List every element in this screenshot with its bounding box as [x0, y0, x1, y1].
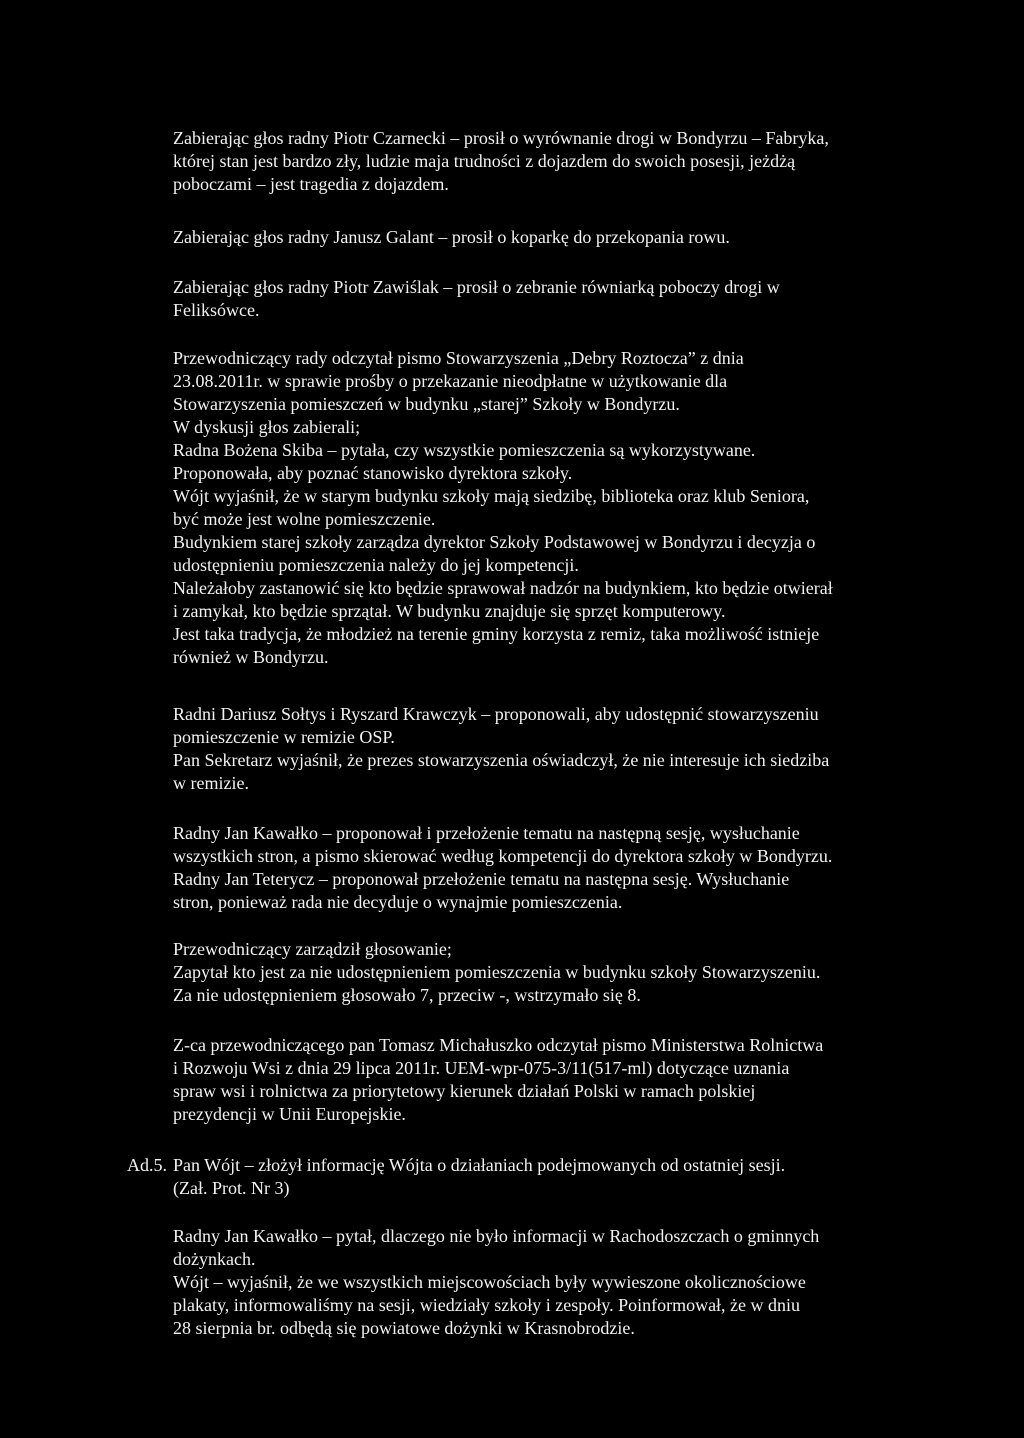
text-line: stron, ponieważ rada nie decyduje o wynajmie pomieszczenia.	[173, 892, 623, 912]
text-line: Pan Wójt – złożył informację Wójta o działaniach podejmowanych od ostatniej sesji.	[173, 1155, 786, 1175]
text-line: poboczami – jest tragedia z dojazdem.	[173, 174, 449, 194]
text-line: Zabierając głos radny Piotr Zawiślak – prosił o zebranie równiarką poboczy drogi w	[173, 277, 780, 297]
text-line: Radny Jan Kawałko – proponował i przełożenie tematu na następną sesję, wysłuchanie	[173, 823, 800, 843]
text-line: plakaty, informowaliśmy na sesji, wiedziały szkoły i zespoły. Poinformował, że w dniu	[173, 1295, 801, 1315]
text-line: Przewodniczący rady odczytał pismo Stowarzyszenia „Debry Roztocza” z dnia	[173, 348, 744, 368]
text-line: udostępnieniu pomieszczenia należy do jej kompetencji.	[173, 555, 579, 575]
text-line: Za nie udostępnieniem głosowało 7, przeciw -, wstrzymało się 8.	[173, 985, 641, 1005]
paragraph-soltys-krawczyk	[173, 703, 913, 795]
text-line: prezydencji w Unii Europejskie.	[173, 1104, 406, 1124]
text-line: W dyskusji głos zabierali;	[173, 417, 361, 437]
text-line: Proponowała, aby poznać stanowisko dyrektora szkoły.	[173, 463, 573, 483]
text-line: dożynkach.	[173, 1249, 256, 1269]
text-line: być może jest wolne pomieszczenie.	[173, 509, 436, 529]
text-line: Należałoby zastanowić się kto będzie sprawował nadzór na budynkiem, kto będzie otwierał	[173, 578, 833, 598]
text-line: Zabierając głos radny Janusz Galant – prosił o koparkę do przekopania rowu.	[173, 227, 730, 247]
paragraph-michaluszko	[173, 1034, 913, 1126]
text-line: i zamykał, kto będzie sprzątał. W budynku znajduje się sprzęt komputerowy.	[173, 601, 726, 621]
text-line: i Rozwoju Wsi z dnia 29 lipca 2011r. UEM-wpr-075-3/11(517-ml) dotyczące uznania	[173, 1058, 790, 1078]
text-line: Radna Bożena Skiba – pytała, czy wszystkie pomieszczenia są wykorzystywane.	[173, 440, 756, 460]
paragraph-debry-roztocza	[173, 347, 913, 669]
paragraph-galant	[173, 226, 913, 249]
paragraph-ad5	[173, 1154, 913, 1200]
text-line: 28 sierpnia br. odbędą się powiatowe dożynki w Krasnobrodzie.	[173, 1318, 635, 1338]
text-line: Z-ca przewodniczącego pan Tomasz Michałuszko odczytał pismo Ministerstwa Rolnictwa	[173, 1035, 824, 1055]
paragraph-czarnecki	[173, 127, 913, 196]
paragraph-zawislak	[173, 276, 913, 322]
text-line: Zapytał kto jest za nie udostępnieniem pomieszczenia w budynku szkoły Stowarzyszeniu.	[173, 962, 821, 982]
text-line: Wójt wyjaśnił, że w starym budynku szkoły mają siedzibę, biblioteka oraz klub Seniora,	[173, 486, 810, 506]
text-line: Pan Sekretarz wyjaśnił, że prezes stowarzyszenia oświadczył, że nie interesuje ich siedziba	[173, 750, 830, 770]
text-line: Budynkiem starej szkoły zarządza dyrektor Szkoły Podstawowej w Bondyrzu i decyzja o	[173, 532, 816, 552]
text-line: Przewodniczący zarządził głosowanie;	[173, 939, 452, 959]
paragraph-kawalko-teterycz	[173, 822, 913, 914]
text-line: Feliksówce.	[173, 300, 260, 320]
text-line: (Zał. Prot. Nr 3)	[173, 1178, 290, 1198]
text-line: Zabierając głos radny Piotr Czarnecki – prosił o wyrównanie drogi w Bondyrzu – Fabryka,	[173, 128, 829, 148]
paragraph-glosowanie	[173, 938, 913, 1007]
text-line: Jest taka tradycja, że młodzież na terenie gminy korzysta z remiz, taka możliwość istnieje	[173, 624, 820, 644]
text-line: spraw wsi i rolnictwa za priorytetowy kierunek działań Polski w ramach polskiej	[173, 1081, 756, 1101]
section-label-ad5: Ad.5.	[127, 1155, 167, 1175]
paragraph-kawalko-dozynki	[173, 1225, 913, 1340]
text-line: której stan jest bardzo zły, ludzie maja trudności z dojazdem do swoich posesji, jeżdżą	[173, 151, 796, 171]
text-line: pomieszczenie w remizie OSP.	[173, 727, 395, 747]
text-line: Radni Dariusz Sołtys i Ryszard Krawczyk – proponowali, aby udostępnić stowarzyszeniu	[173, 704, 819, 724]
text-line: wszystkich stron, a pismo skierować według kompetencji do dyrektora szkoły w Bondyrzu.	[173, 846, 833, 866]
text-line: również w Bondyrzu.	[173, 647, 329, 667]
text-line: w remizie.	[173, 773, 249, 793]
text-line: Radny Jan Kawałko – pytał, dlaczego nie było informacji w Rachodoszczach o gminnych	[173, 1226, 820, 1246]
text-line: Stowarzyszenia pomieszczeń w budynku „starej” Szkoły w Bondyrzu.	[173, 394, 680, 414]
text-line: Wójt – wyjaśnił, że we wszystkich miejscowościach były wywieszone okolicznościowe	[173, 1272, 806, 1292]
text-line: 23.08.2011r. w sprawie prośby o przekazanie nieodpłatne w użytkowanie dla	[173, 371, 728, 391]
text-line: Radny Jan Teterycz – proponował przełożenie tematu na następna sesję. Wysłuchanie	[173, 869, 790, 889]
